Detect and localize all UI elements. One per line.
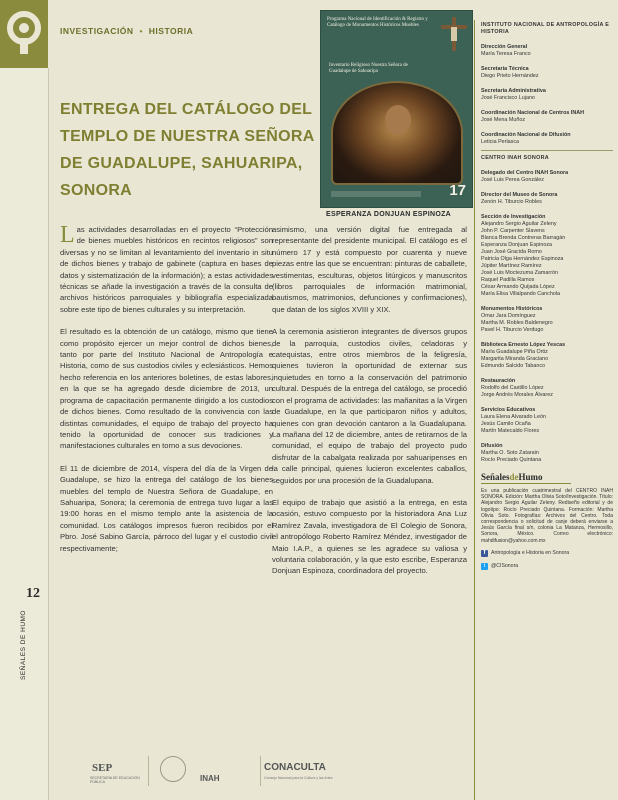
sidebar-section: Delegado del Centro INAH Sonora José Luis Perea González [481,170,569,183]
senales-de-humo-logo: SeñalesdeHumo [481,474,571,484]
cover-footer-bar [331,191,421,197]
crucifix-icon [439,17,469,51]
sidebar-org: INSTITUTO NACIONAL DE ANTROPOLOGÍA E HISTORIA [481,22,610,35]
section-historia: HISTORIA [148,26,194,36]
paragraph-1 [60,224,273,315]
section-investigacion: INVESTIGACIÓN [60,26,134,36]
facebook-link[interactable]: f Antropología e Historia en Sonora [481,550,613,557]
publication-side-label: SEÑALES DE HUMO [20,610,27,680]
left-divider [48,68,49,800]
sidebar-section: Dirección General María Teresa Franco [481,44,531,57]
paragraph-1-text: as actividades desarrolladas en el proyecto “Protección de bienes muebles históricos en recintos religiosos” son diversas y no se limitan al levantamiento del inventario in situ de dichos bienes y trabajo de gabinete (captura en bases de datos y sistematización de la información); a estas actividades técnicas se añade la investigación a través de la consulta de archivos históricos parroquiales y bibliografía especializada sobre este tipo de bienes culturales y su interpretación. [60,225,273,314]
facebook-icon: f [481,550,488,557]
conaculta-logo: CONACULTA [264,762,326,773]
body-column-2 [272,224,467,588]
article-title: ENTREGA DEL CATÁLOGO DEL TEMPLO DE NUESTRA SEÑORA DE GUADALUPE, SAHUARIPA, SONORA [60,101,315,199]
sidebar-section-difusion: Difusión Martha O. Soto Zatarain Rocío Preciado Quintana [481,443,542,463]
sidebar-section: Coordinación Nacional de Difusión Leticia Perlasca [481,132,571,145]
twitter-icon: t [481,563,488,570]
spiral-logo-icon [6,10,42,56]
logo-divider [148,756,149,786]
inah-logo: INAH [200,774,220,783]
sidebar-section-restauracion: Restauración Rodolfo del Castillo López Jorge Andrés Morales Álvarez [481,378,553,398]
paragraph-6: El equipo de trabajo que asistió a la entrega, en esta ocasión, estuvo compuesto por la historiadora Ana Luz Ramírez Zavala, investigadora de El Colegio de Sonora, el antropólogo Roberto Ramírez Méndez, investigador de Maio I.A.P., a quienes se les agradece su valiosa y voluntaria colaboración, y la que esto escribe, Esperanza Donjuan Espinoza, coordinadora del proyecto. [272,497,467,576]
author-name: ESPERANZA DONJUAN ESPINOZA [326,211,451,218]
right-divider [474,20,475,800]
sidebar-section-investigacion: Sección de Investigación Alejandro Sergio Aguilar Zeleny John P. Carpenter Slavens Blanca Brenda Contreras Barragán Esperanza Donjuan Espinoza Juan José Gracida Romo Patricia Olga Hernández Espinoza Júpiter Martínez Ramírez José Luis Moctezuma Zamarrón Raquel Padilla Ramos César Armando Quijada López María Elisa Villalpando Canchola [481,214,566,297]
sidebar-section-monumentos: Monumentos Históricos Omar Jara Domínguez Martha M. Robles Baldenegro Pavel H. Tiburcio Verdugo [481,306,553,333]
publication-credits: Es una publicación cuatrimestral del CENTRO INAH SONORA. Edición: Martha Olivia Soto/Investigación. Título: Alejandro Sergio Aguilar Zeleny. Rediseño editorial y de logotipo: Rocío Preciado Quintana. Formación: Martha Olivia Soto. Fotografías: Archivos del Centro. Toda correspondencia o solicitud de canje deberá enviarse a Jesús García final s/n, colonia La Matanza, Hermosillo, Sonora, México. Correo electrónico: mahdifusion@yahoo.com.mx [481,488,613,544]
sidebar-section: Coordinación Nacional de Centros INAH José Mena Muñoz [481,110,585,123]
credits-sidebar [481,22,613,570]
left-strip [0,0,48,800]
cover-subtitle: Inventario Religioso Nuestra Señora de Guadalupe de Sahuaripa [329,63,408,74]
sidebar-section: Secretaría Técnica Diego Prieto Hernández [481,66,539,79]
paragraph-3: El 11 de diciembre de 2014, víspera del día de la Virgen de Guadalupe, se hizo la entrega del catálogo de los bienes muebles del templo de Nuestra Señora de Guadalupe, en Sahuaripa, Sonora; la ceremonia de entrega tuvo lugar a las 19:00 horas en el mismo templo ante la asistencia de la comunidad. Los catálogos impresos fueron recibidos por el Pbro. José Sabino García, párroco del lugar y el custodio civil respectivamente; [60,463,273,553]
paragraph-4: asimismo, una versión digital fue entregada al representante del presidente municipal. El catálogo es el número 17 y está compuesto por cuarenta y nueve piezas entre las que se encuentran: pinturas de caballete, vestimentas, esculturas, objetos litúrgicos y manuscritos (libros parroquiales de información matrimonial, bautismos, matrimonios, defunciones y confirmaciones), que datan de los siglos XVIII y XIX. [272,225,467,314]
cover-number: 17 [449,182,466,199]
body-column-1 [60,224,273,565]
sidebar-section: Director del Museo de Sonora Zenón H. Tiburcio Robles [481,192,558,205]
sep-logo-subtitle: SECRETARÍA DE EDUCACIÓN PÚBLICA [90,776,140,784]
twitter-link[interactable]: t @CISonora [481,563,613,570]
sidebar-section-biblioteca: Biblioteca Ernesto López Yescas María Guadalupe Piña Ortiz Margarita Miranda Graciano Edmundo Salcido Tabanco [481,342,566,369]
page-number: 12 [26,586,40,601]
logo-divider [260,756,261,786]
sidebar-center: CENTRO INAH SONORA [481,150,613,162]
section-dot: • [139,26,143,36]
footer-logos [90,756,420,786]
section-logo [0,0,48,68]
painting-face [385,105,411,135]
drop-cap: L [60,222,75,248]
paragraph-2: El resultado es la obtención de un catálogo, mismo que tiene como propósito ejercer un mejor control de dichos bienes, tanto por parte del Instituto Nacional de Antropología e Historia, como de sus custodios civiles y eclesiásticos. Hemos hecho referencia en los anteriores boletines, de estas labores, en la que se ha agregado desde diciembre de 2013, un programa de capacitación permanente dirigido a los custodios de dichos bienes. Como resultado de la convivencia con las distintas comunidades, el equipo de trabajo del proyecto ha tenido la oportunidad de conocer sus tradiciones y manifestaciones culturales en torno a sus devociones. [60,327,273,451]
virgin-painting [331,81,463,185]
conaculta-subtitle: Consejo Nacional para la Cultura y las Artes [264,776,333,780]
sidebar-section-servicios: Servicios Educativos Laura Elena Alvarado León Jesús Camilo Ocaña Martín Matecaldo Flores [481,407,547,434]
national-seal-icon [160,756,186,782]
sep-logo: SEP [92,762,113,774]
section-header [60,26,193,36]
paragraph-5: A la ceremonia asistieron integrantes de diversos grupos de la parroquia, custodios civiles, celadoras y catequistas, entre otros miembros de la feligresía, quienes tuvieron la oportunidad de externar sus inquietudes en torno a la conservación del patrimonio cultural. Después de la entrega del catálogo, se procedió con el programa de actividades: las mañanitas a la Virgen de Guadalupe, en la que participaron niños y adultos, quienes con gran devoción cantaron a la Guadalupana. La mañana del 12 de diciembre, antes de retirarnos de la comunidad, el equipo de trabajo del proyecto pudo disfrutar de la cabalgata realizada por sahuaripenses en la calle principal, quienes lucieron excelentes caballos, seguidos por una procesión de la Guadalupana. [272,327,467,485]
catalog-cover-image [320,10,473,208]
cover-title: Programa Nacional de Identificación & Registro y Catálogo de Monumentos Históricos Muebles [327,17,428,28]
sidebar-section: Secretaría Administrativa José Francisco Lujano [481,88,546,101]
